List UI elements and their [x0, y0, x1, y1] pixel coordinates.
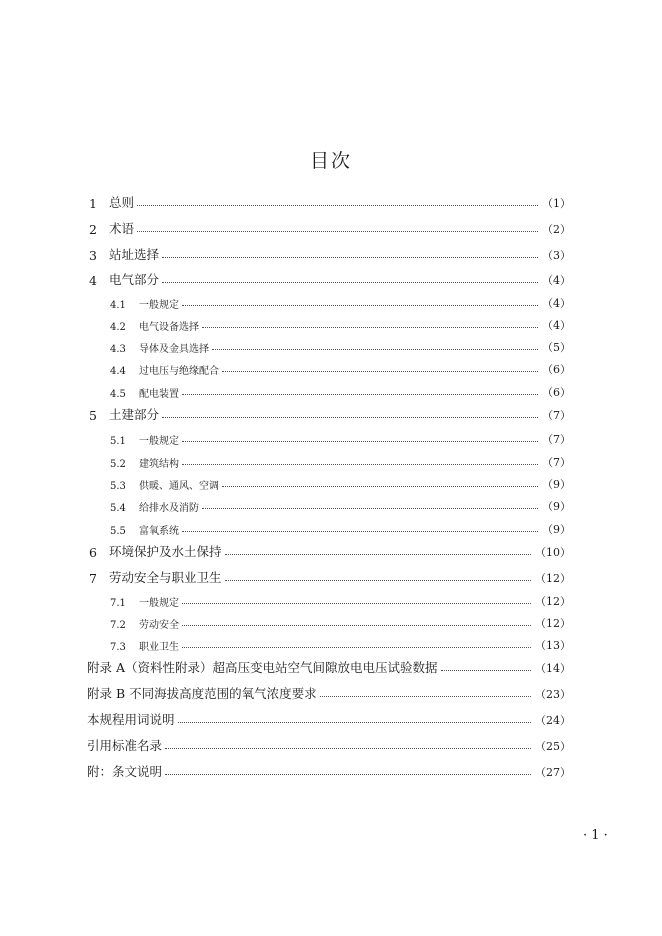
toc-label: 引用标准名录: [87, 738, 163, 753]
toc-number: 3: [89, 248, 97, 263]
toc-entry-5[interactable]: [0, 403, 662, 423]
toc-page: （23）: [535, 688, 571, 701]
toc-label: 供暖、通风、空调: [139, 481, 219, 492]
toc-page: （5）: [542, 341, 571, 354]
toc-number: 5.4: [110, 503, 126, 514]
toc-number: 7.3: [110, 642, 126, 653]
toc-number: 7.2: [110, 620, 126, 631]
toc-page: （9）: [542, 523, 571, 536]
toc-entry-7[interactable]: [0, 566, 662, 586]
leader-dots: [165, 774, 531, 775]
toc-label: 给排水及消防: [139, 503, 199, 514]
toc-entry-references[interactable]: [0, 734, 662, 754]
leader-dots: [182, 647, 531, 648]
toc-page: （27）: [535, 766, 571, 779]
toc-number: 2: [89, 222, 97, 237]
leader-dots: [225, 580, 531, 581]
toc-entry-5-4[interactable]: [0, 494, 662, 514]
toc-label: 土建部分: [109, 407, 160, 422]
leader-dots: [182, 531, 538, 532]
toc-entry-7-1[interactable]: [0, 589, 662, 609]
leader-dots: [222, 371, 538, 372]
leader-dots: [162, 417, 538, 418]
leader-dots: [222, 486, 538, 487]
toc-label: 环境保护及水土保持: [109, 544, 222, 559]
toc-entry-7-3[interactable]: [0, 633, 662, 653]
toc-page: （9）: [542, 500, 571, 513]
toc-number: 6: [89, 545, 97, 560]
toc-number: 1: [89, 196, 97, 211]
toc-page: （2）: [542, 223, 571, 236]
leader-dots: [137, 231, 538, 232]
toc-entry-4-1[interactable]: [0, 291, 662, 311]
toc-label: 过电压与绝缘配合: [139, 366, 219, 377]
toc-page: （1）: [542, 197, 571, 210]
leader-dots: [165, 748, 531, 749]
toc-entry-4-2[interactable]: [0, 313, 662, 333]
toc-page: （24）: [535, 714, 571, 727]
toc-page: （4）: [542, 297, 571, 310]
toc-entry-5-3[interactable]: [0, 472, 662, 492]
toc-label: 一般规定: [139, 300, 179, 311]
toc-page: （25）: [535, 740, 571, 753]
toc-label: 电气部分: [109, 272, 160, 287]
leader-dots: [178, 722, 531, 723]
toc-number: 7: [89, 571, 97, 586]
toc-page: （12）: [535, 572, 571, 585]
toc-number: 4.3: [110, 344, 126, 355]
toc-entry-4[interactable]: [0, 268, 662, 288]
toc-number: 5: [89, 408, 97, 423]
toc-label: 一般规定: [139, 598, 179, 609]
leader-dots: [182, 441, 538, 442]
toc-page: （7）: [542, 433, 571, 446]
leader-dots: [320, 696, 531, 697]
toc-entry-3[interactable]: [0, 243, 662, 263]
toc-label: 附录 A（资料性附录）超高压变电站空气间隙放电电压试验数据: [87, 660, 438, 675]
toc-entry-5-5[interactable]: [0, 517, 662, 537]
toc-label: 职业卫生: [139, 642, 179, 653]
leader-dots: [137, 205, 538, 206]
leader-dots: [162, 257, 538, 258]
page-number: · 1 ·: [583, 828, 608, 843]
toc-page: （4）: [542, 274, 571, 287]
leader-dots: [182, 394, 538, 395]
toc-number: 7.1: [110, 598, 126, 609]
toc-label: 一般规定: [139, 436, 179, 447]
toc-number: 4.1: [110, 300, 126, 311]
toc-entry-5-2[interactable]: [0, 450, 662, 470]
leader-dots: [182, 305, 538, 306]
toc-number: 4.4: [110, 366, 126, 377]
leader-dots: [202, 327, 538, 328]
toc-entry-2[interactable]: [0, 217, 662, 237]
toc-entry-4-4[interactable]: [0, 357, 662, 377]
toc-number: 4.2: [110, 322, 126, 333]
toc-label: 附录 B 不同海拔高度范围的氧气浓度要求: [87, 686, 317, 701]
toc-page: （14）: [535, 662, 571, 675]
toc-label: 总则: [109, 195, 135, 210]
toc-number: 5.1: [110, 436, 126, 447]
toc-label: 本规程用词说明: [87, 712, 175, 727]
toc-number: 5.5: [110, 526, 126, 537]
toc-page: （7）: [542, 456, 571, 469]
leader-dots: [212, 349, 538, 350]
leader-dots: [182, 603, 531, 604]
leader-dots: [162, 282, 538, 283]
toc-entry-wording[interactable]: [0, 708, 662, 728]
toc-entry-4-3[interactable]: [0, 335, 662, 355]
toc-entry-4-5[interactable]: [0, 380, 662, 400]
toc-page: （4）: [542, 319, 571, 332]
toc-label: 导体及金具选择: [139, 344, 209, 355]
toc-label: 劳动安全与职业卫生: [109, 570, 222, 585]
toc-page: （6）: [542, 363, 571, 376]
leader-dots: [441, 670, 531, 671]
toc-number: 5.2: [110, 459, 126, 470]
toc-label: 附：条文说明: [87, 764, 163, 779]
toc-page: （7）: [542, 409, 571, 422]
page-title: 目次: [309, 150, 352, 172]
leader-dots: [182, 625, 531, 626]
toc-entry-5-1[interactable]: [0, 427, 662, 447]
toc-label: 劳动安全: [139, 620, 179, 631]
toc-label: 建筑结构: [139, 459, 179, 470]
toc-label: 站址选择: [109, 247, 160, 262]
toc-entry-1[interactable]: [0, 191, 662, 211]
toc-label: 电气设备选择: [139, 322, 199, 333]
toc-page: （12）: [535, 617, 571, 630]
toc-page: （12）: [535, 595, 571, 608]
toc-entry-explanation[interactable]: [0, 760, 662, 780]
toc-entry-7-2[interactable]: [0, 611, 662, 631]
toc-entry-appendix-b[interactable]: [0, 682, 662, 702]
toc-number: 4.5: [110, 389, 126, 400]
toc-number: 5.3: [110, 481, 126, 492]
toc-number: 4: [89, 273, 97, 288]
toc-entry-6[interactable]: [0, 540, 662, 560]
toc-page: （3）: [542, 249, 571, 262]
toc-page: （6）: [542, 386, 571, 399]
toc-page: （9）: [542, 478, 571, 491]
toc-page: （10）: [535, 546, 571, 559]
leader-dots: [225, 554, 531, 555]
toc-page: （13）: [535, 639, 571, 652]
leader-dots: [182, 464, 538, 465]
toc-label: 术语: [109, 221, 135, 236]
toc-label: 富氧系统: [139, 526, 179, 537]
toc-entry-appendix-a[interactable]: [0, 656, 662, 676]
leader-dots: [202, 508, 538, 509]
toc-label: 配电装置: [139, 389, 179, 400]
